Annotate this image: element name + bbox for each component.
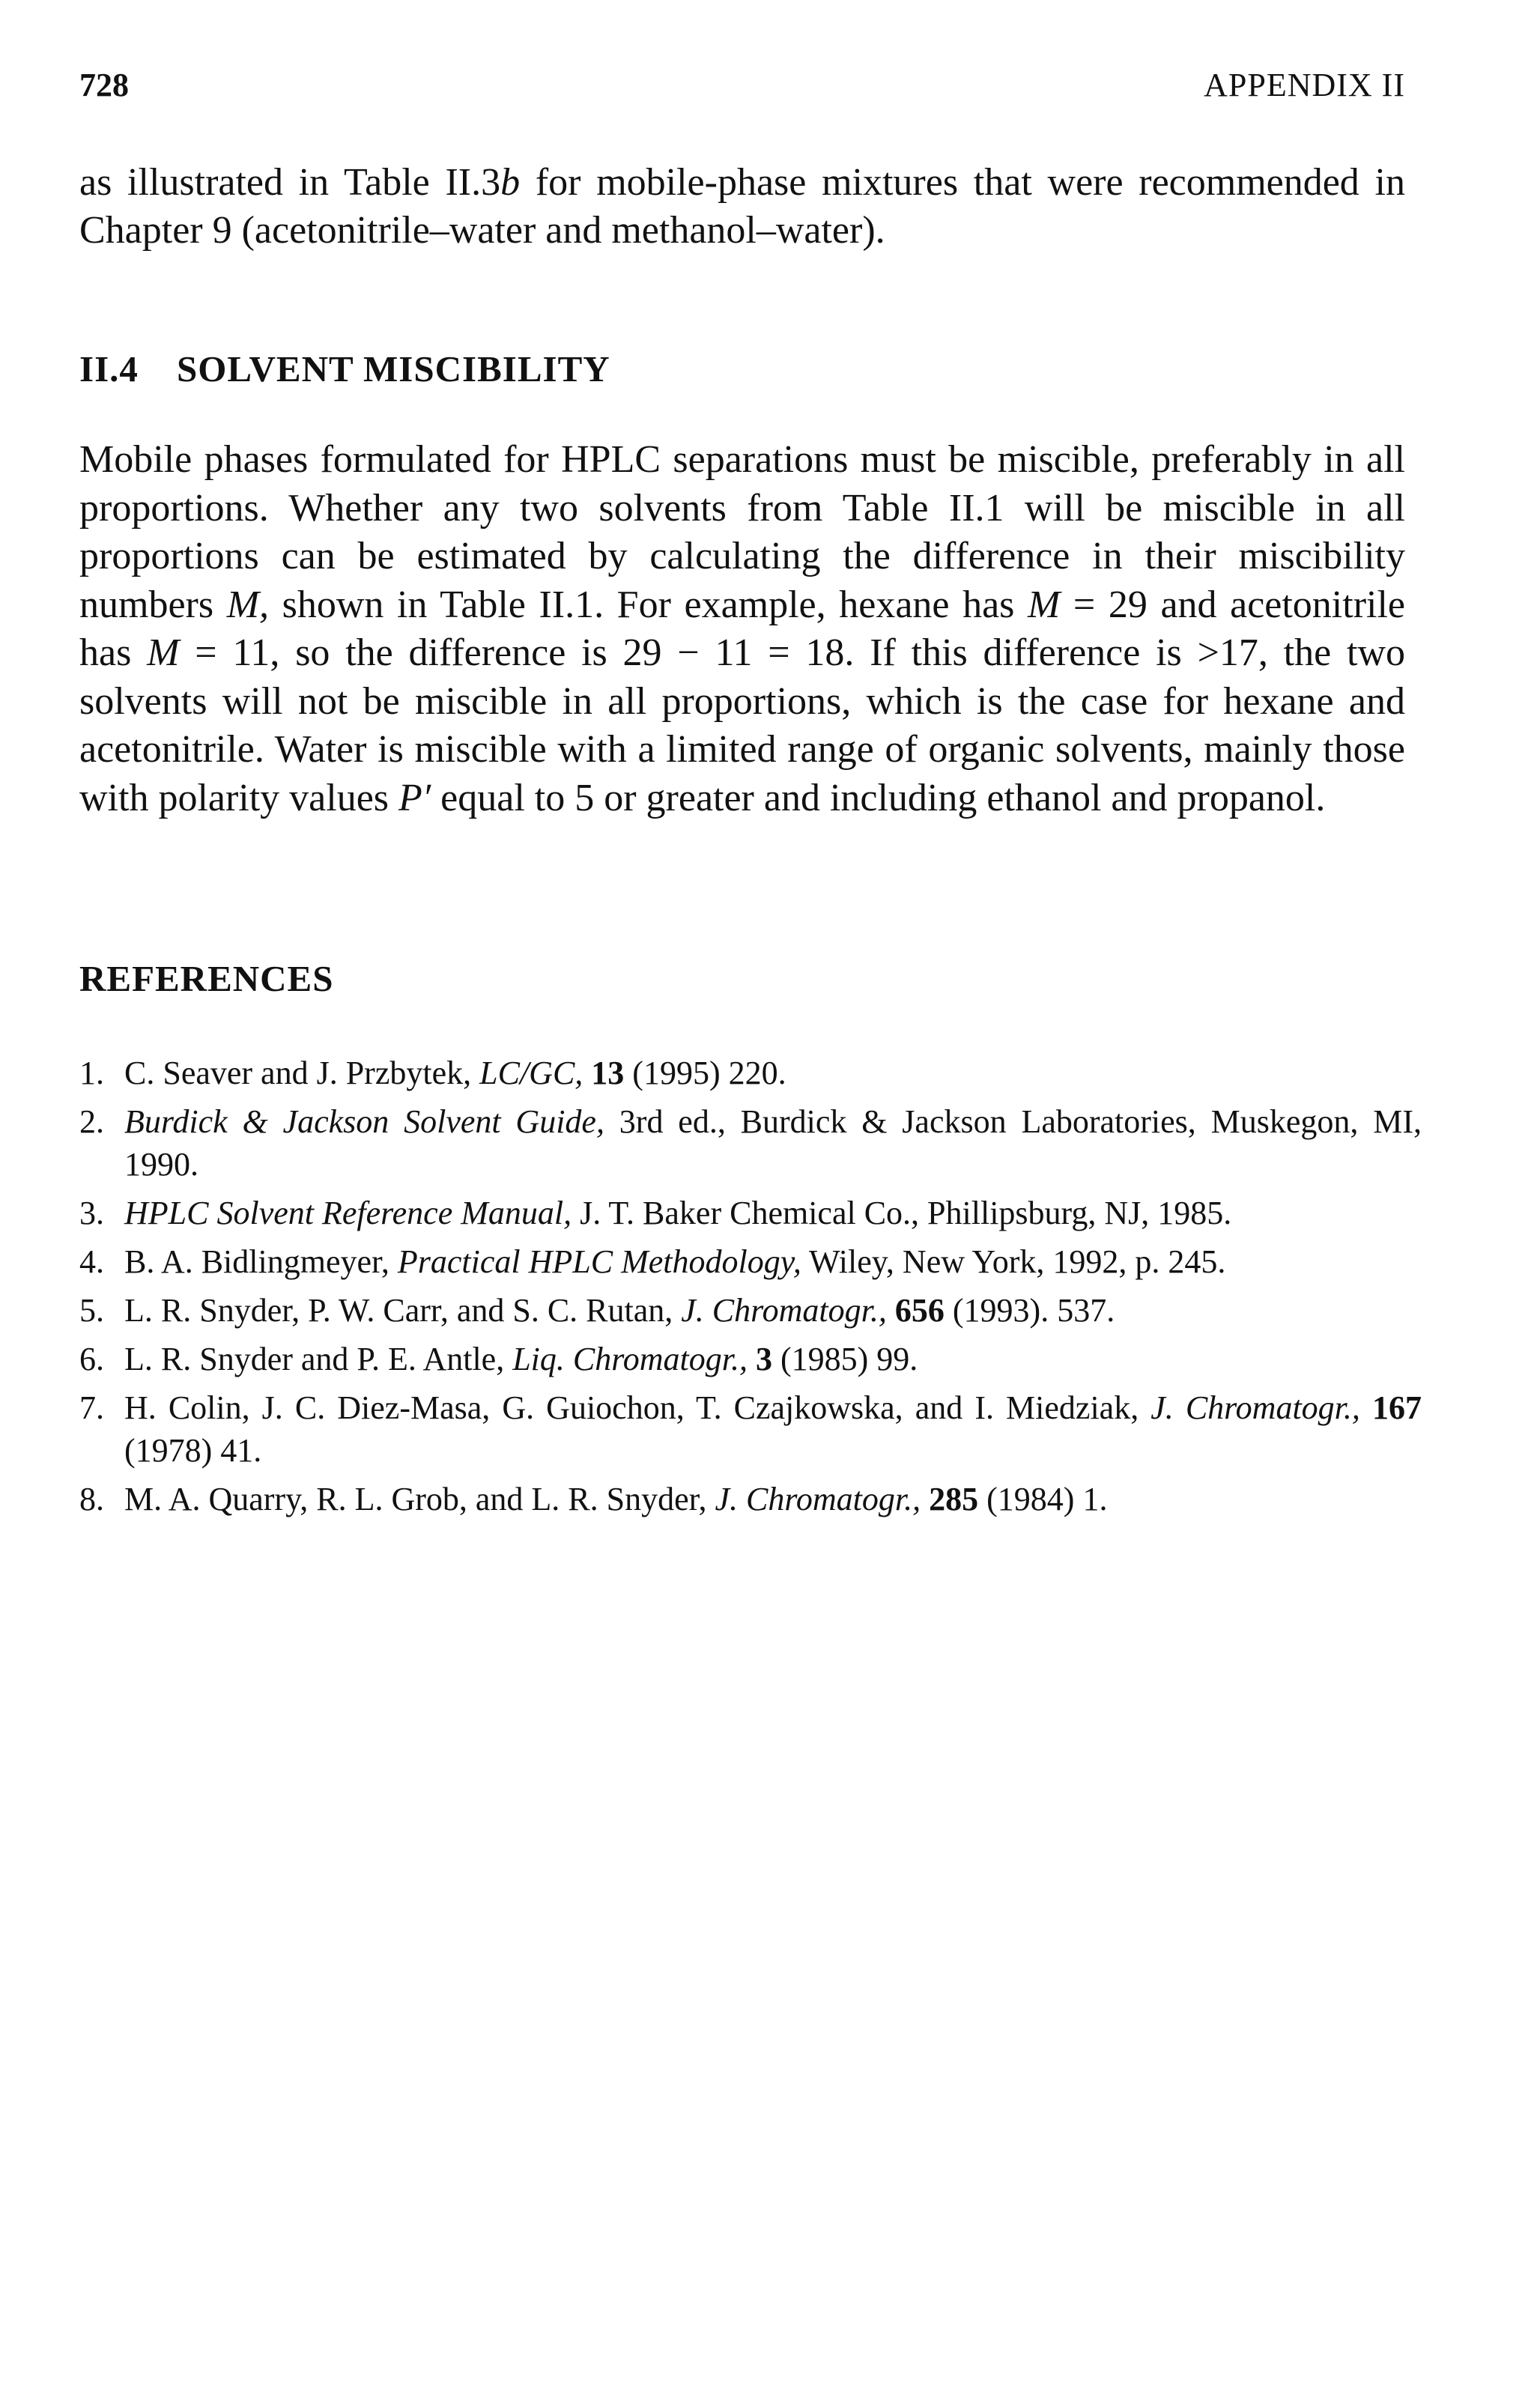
reference-item: 1. C. Seaver and J. Przbytek, LC/GC, 13 (1995) 220. [79, 1055, 786, 1091]
reference-item: 2. Burdick & Jackson Solvent Guide, 3rd ed., Burdick & Jackson Laboratories, Muskegon, MI, 1990. [79, 1103, 1422, 1183]
reference-item: 8. M. A. Quarry, R. L. Grob, and L. R. Snyder, J. Chromatogr., 285 (1984) 1. [79, 1481, 1108, 1517]
reference-item: 3. HPLC Solvent Reference Manual, J. T. Baker Chemical Co., Phillipsburg, NJ, 1985. [79, 1195, 1232, 1231]
body-paragraph: Mobile phases formulated for HPLC separations must be miscible, preferably in all proportions. Whether any two solvents from Table II.1 will be miscible in all proportions can be estimated by calculating the difference in their miscibility numbers M, shown in Table II.1. For example, hexane has M = 29 and acetonitrile has M = 11, so the difference is 29 − 11 = 18. If this difference is >17, the two solvents will not be miscible in all proportions, which is the case for hexane and acetonitrile. Water is miscible with a limited range of organic solvents, mainly those with polarity values P′ equal to 5 or greater and including ethanol and propanol. [79, 438, 1405, 819]
running-title: APPENDIX II [1204, 67, 1405, 103]
page-number: 728 [79, 67, 129, 103]
references-list [79, 1052, 1422, 1526]
section-title: SOLVENT MISCIBILITY [177, 348, 610, 389]
section-number: II.4 [79, 348, 139, 389]
section-heading [79, 348, 1405, 390]
reference-item: 7. H. Colin, J. C. Diez-Masa, G. Guiochon, T. Czajkowska, and I. Miedziak, J. Chromatogr., 167 (1978) 41. [79, 1389, 1422, 1469]
reference-item: 4. B. A. Bidlingmeyer, Practical HPLC Methodology, Wiley, New York, 1992, p. 245. [79, 1243, 1226, 1280]
reference-item: 6. L. R. Snyder and P. E. Antle, Liq. Chromatogr., 3 (1985) 99. [79, 1341, 918, 1377]
reference-item: 5. L. R. Snyder, P. W. Carr, and S. C. Rutan, J. Chromatogr., 656 (1993). 537. [79, 1292, 1115, 1329]
intro-paragraph: as illustrated in Table II.3b for mobile-phase mixtures that were recommended in Chapter 9 (acetonitrile–water and methanol–water). [79, 161, 1405, 252]
references-heading: REFERENCES [79, 958, 334, 999]
running-header [79, 66, 1405, 108]
